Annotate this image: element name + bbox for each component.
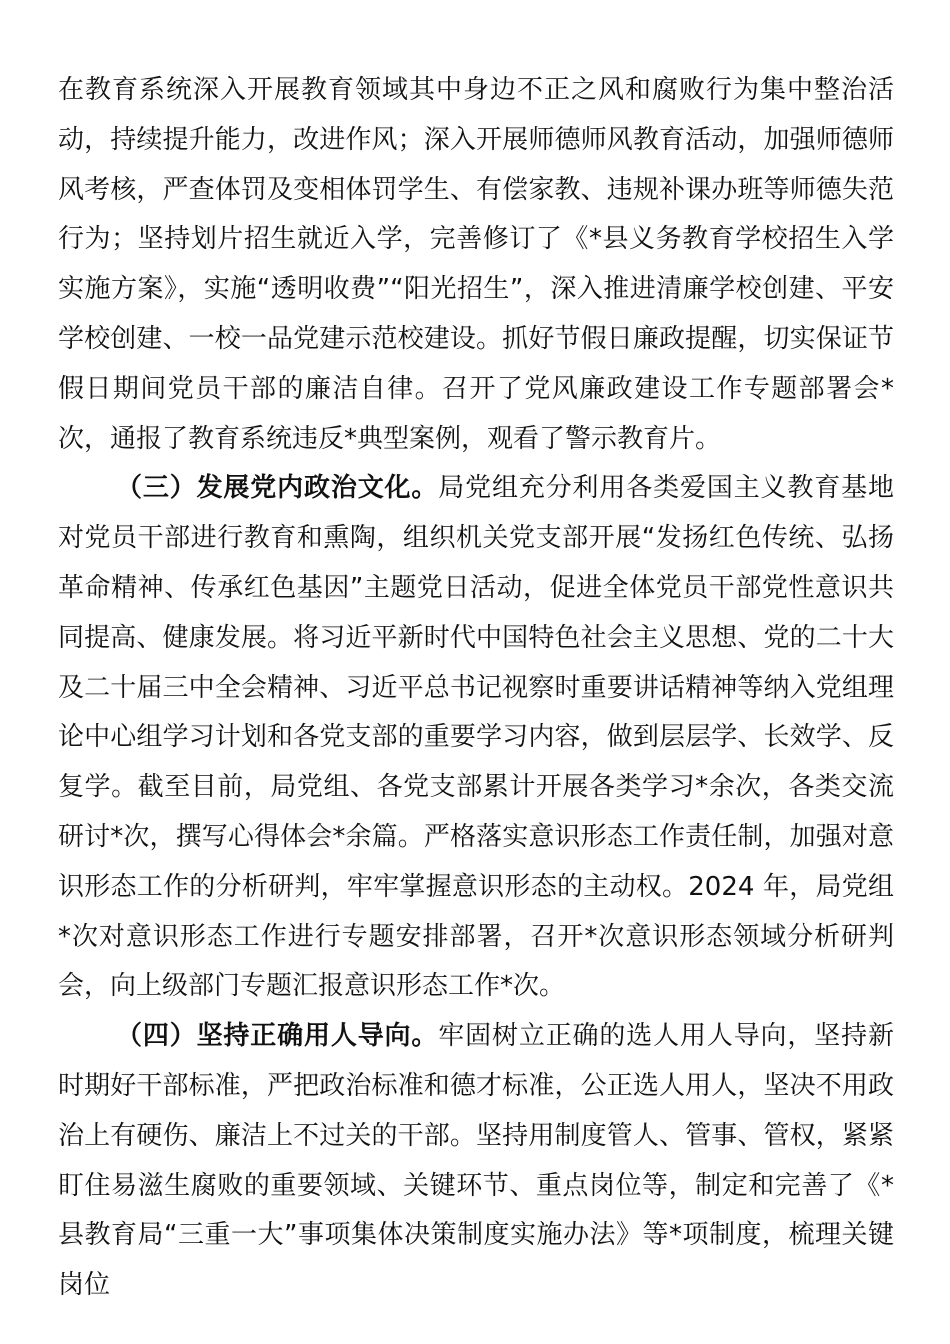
document-page: [58, 66, 894, 1311]
paragraph-text: 局党组充分利用各类爱国主义教育基地对党员干部进行教育和熏陶，组织机关党支部开展“发扬红色传统、弘扬革命精神、传承红色基因”主题党日活动，促进全体党员干部党性意识共同提高、健康发展。将习近平新时代中国特色社会主义思想、党的二十大及二十届三中全会精神、习近平总书记视察时重要讲话精神等纳入党组理论中心组学习计划和各党支部的重要学习内容，做到层层学、长效学、反复学。截至目前，局党组、各党支部累计开展各类学习*余次，各类交流研讨*次，撰写心得体会*余篇。严格落实意识形态工作责任制，加强对意识形态工作的分析研判，牢牢掌握意识形态的主动权。2024 年，局党组*次对意识形态工作进行专题安排部署，召开*次意识形态领域分析研判会，向上级部门专题汇报意识形态工作*次。: [58, 473, 894, 1002]
paragraph-text: 在教育系统深入开展教育领域其中身边不正之风和腐败行为集中整治活动，持续提升能力，改进作风；深入开展师德师风教育活动，加强师德师风考核，严查体罚及变相体罚学生、有偿家教、违规补课办班等师德失范行为；坚持划片招生就近入学，完善修订了《*县义务教育学校招生入学实施方案》，实施“透明收费”“阳光招生”，深入推进清廉学校创建、平安学校创建、一校一品党建示范校建设。抓好节假日廉政提醒，切实保证节假日期间党员干部的廉洁自律。召开了党风廉政建设工作专题部署会*次，通报了教育系统违反*典型案例，观看了警示教育片。: [58, 75, 894, 454]
paragraph-text: 牢固树立正确的选人用人导向，坚持新时期好干部标准，严把政治标准和德才标准，公正选人用人，坚决不用政治上有硬伤、廉洁上不过关的干部。坚持用制度管人、管事、管权，紧紧盯住易滋生腐败的重要领域、关键环节、重点岗位等，制定和完善了《*县教育局“三重一大”事项集体决策制度实施办法》等*项制度，梳理关键岗位: [58, 1021, 894, 1301]
section-heading: （四）坚持正确用人导向。: [116, 1021, 439, 1052]
paragraph-personnel-guidance: [58, 1012, 894, 1311]
paragraph-discipline-rectification: [58, 66, 894, 464]
paragraph-political-culture: [58, 464, 894, 1012]
section-heading: （三）发展党内政治文化。: [116, 473, 439, 504]
